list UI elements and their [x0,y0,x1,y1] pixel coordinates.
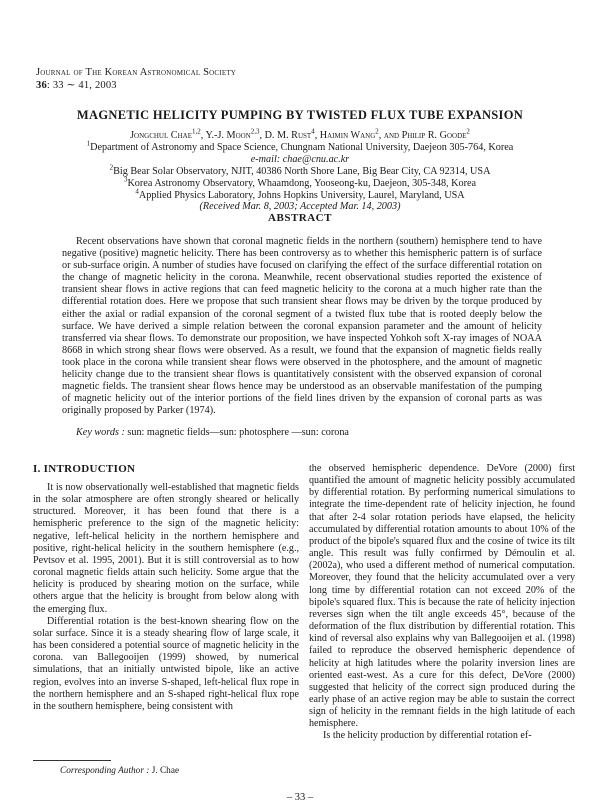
affil-mark: 1 [86,139,91,148]
volume-number: 36 [36,80,47,91]
abstract-heading: ABSTRACT [268,212,332,224]
footnote [60,766,179,776]
paper-title: MAGNETIC HELICITY PUMPING BY TWISTED FLUX TUBE EXPANSION [76,108,524,122]
keywords-text: sun: magnetic fields—sun: photosphere —sun: corona [124,427,349,438]
journal-volume [36,79,236,92]
author-affil-mark: 2 [466,127,470,136]
author-affil-mark: 1,2 [192,127,201,136]
affil-mark: 4 [135,187,139,196]
affiliation-text: Department of Astronomy and Space Science, Chungnam National University, Daejeon 305-764, Korea [90,141,514,153]
affiliation-3 [40,175,560,190]
footnote-rule [33,760,111,761]
author-name: Haimin Wang [319,130,376,141]
received-dates: (Received Mar. 8, 2003; Accepted Mar. 14, 2003) [199,201,401,213]
journal-header [36,66,236,92]
author-name: Jongchul Chae [130,130,192,141]
author-name: D. M. Rust [264,130,312,141]
paragraph: It is now observationally well-established that magnetic fields in the solar atmosphere are often strongly sheared or helically structured. Moreover, it has been found that there is a hemispheric preference to the sign of the magnetic helicity: negative, left-helical helicity in the northern hemisphere and positive, right-helical helicity in the southern hemisphere (e.g., Pevtsov et al. 1995, 2001). But it is still controversial as to how coronal magnetic fields attain such helicity. Some argue that the helicity is produced by shearing motion on the surface, while others argue that the helicity is brought from below along with the emerging flux. [33,482,299,615]
affiliation-text: Big Bear Solar Observatory, NJIT, 40386 North Shore Lane, Big Bear City, CA 92314, USA [113,165,491,177]
author-list: Jongchul Chae$^{1,2}$, Y.-J. Moon$^{2,3}$, D. M. Rust$^4$, Haimin Wang$^2$, and Philip R. Goode$^2$ [130,127,470,141]
author-name: Y.-J. Moon [205,130,251,141]
affiliation-text: Applied Physics Laboratory, Johns Hopkins University, Laurel, Maryland, USA [138,189,465,201]
author-affil-mark: 2,3 [250,127,260,136]
affil-mark: 3 [123,175,128,184]
author-name: Philip R. Goode [401,130,467,141]
journal-name: Journal of The Korean Astronomical Society [36,67,237,78]
author-block [40,127,560,213]
email-line: e-mail: chae@cnu.ac.kr [250,153,350,165]
affiliation-1 [40,139,560,154]
paragraph: Is the helicity production by differential rotation ef- [323,730,532,742]
affiliation-2 [40,163,560,178]
abstract-text: Recent observations have shown that coronal magnetic fields in the northern (southern) hemisphere tend to have negative (positive) magnetic helicity. There has been controversy as to whether this hemispheric pattern is of surface or sub-surface origin. A number of studies have focused on clarifying the effect of the surface differential rotation on the change of magnetic helicity in the corona. Meanwhile, recent observational studies reported the existence of transient shear flows in active regions that can feed magnetic helicity to the corona at a much higher rate than the differential rotation does. Here we propose that such transient shear flows may be driven by the torque produced by either the axial or radial expansion of the coronal segment of a twisted flux tube that is rooted deeply below the surface. We have derived a simple relation between the coronal expansion parameter and the amount of helicity transferred via shear flows. To demonstrate our proposition, we have inspected Yohkoh soft X-ray images of NOAA 8668 in which strong shear flows were observed. As a result, we found that the expansion of magnetic fields really took place in the corona while transient shear flows were observed in the photosphere, and the amount of magnetic helicity change due to the transient shear flows is quantitatively consistent with the observed expansion of coronal magnetic fields. The transient shear flows hence may be understood as an observable manifestation of the pumping of magnetic helicity out of the interior portions of the field lines driven by the expansion of coronal parts as was originally proposed by Parker (1974). [62,236,542,417]
affiliation-4 [40,187,560,202]
left-column [33,482,299,713]
keywords [62,427,542,439]
keywords-label: Key words : [76,427,125,438]
affil-mark: 2 [109,163,114,172]
affiliation-text: Korea Astronomy Observatory, Whaamdong, Yooseong-ku, Daejeon, 305-348, Korea [127,177,477,189]
author-affil-mark: 2 [375,127,379,136]
section-heading: I. INTRODUCTION [33,463,136,475]
author-affil-mark: 4 [311,127,315,136]
paragraph: Differential rotation is the best-known shearing flow on the solar surface. Since it is a steady shearing flow of large scale, it has been considered a potential source of magnetic helicity in the corona. van Ballegooijen (1999) showed, by numerical simulations, that an initially untwisted bipole, like an active region, evolves into an inverse S-shaped, left-helical flux rope in the northern hemisphere and an S-shaped right-helical flux rope in the southern hemisphere, being consistent with [33,615,299,712]
page-number: – 33 – [286,792,314,803]
footnote-label: Corresponding Author : [60,766,150,776]
paragraph: the observed hemispheric dependence. DeVore (2000) first quantified the amount of magnetic helicity possibly accumulated by differential rotation. By performing numerical simulations to integrate the time-dependent rate of helicity injection, he found that after 2-4 solar rotation periods have elapsed, the helicity accumulated by differential rotation amounts to about 10% of the product of the bipole's squared flux and the cosine of twice its tilt angle. This result was fully confirmed by Démoulin et al. (2002a), who used a different method of numerical computation. Moreover, they found that the helicity accumulated over a very long time by differential rotation can not exceed 20% of the bipole's squared flux. This is because the rate of helicity injection reverses sign when the tilt angle exceeds 45°, because of the deformation of the flux distribution by differential rotation. This kind of reversal also explains why van Ballegooijen et al. (1998) failed to reproduce the observed hemispheric dependence of helicity at high latitudes where the polarity inversion lines are oriented east-west. As a cure for this defect, DeVore (2000) suggested that helicity of the correct sign produced during the early phase of an active region may be able to sustain the correct sign of helicity in the remnant fields in the high latitude of each hemisphere. [309,463,575,730]
footnote-name: J. Chae [149,766,180,776]
right-column [309,463,575,743]
journal-pages: : 33 ∼ 41, 2003 [46,80,117,91]
